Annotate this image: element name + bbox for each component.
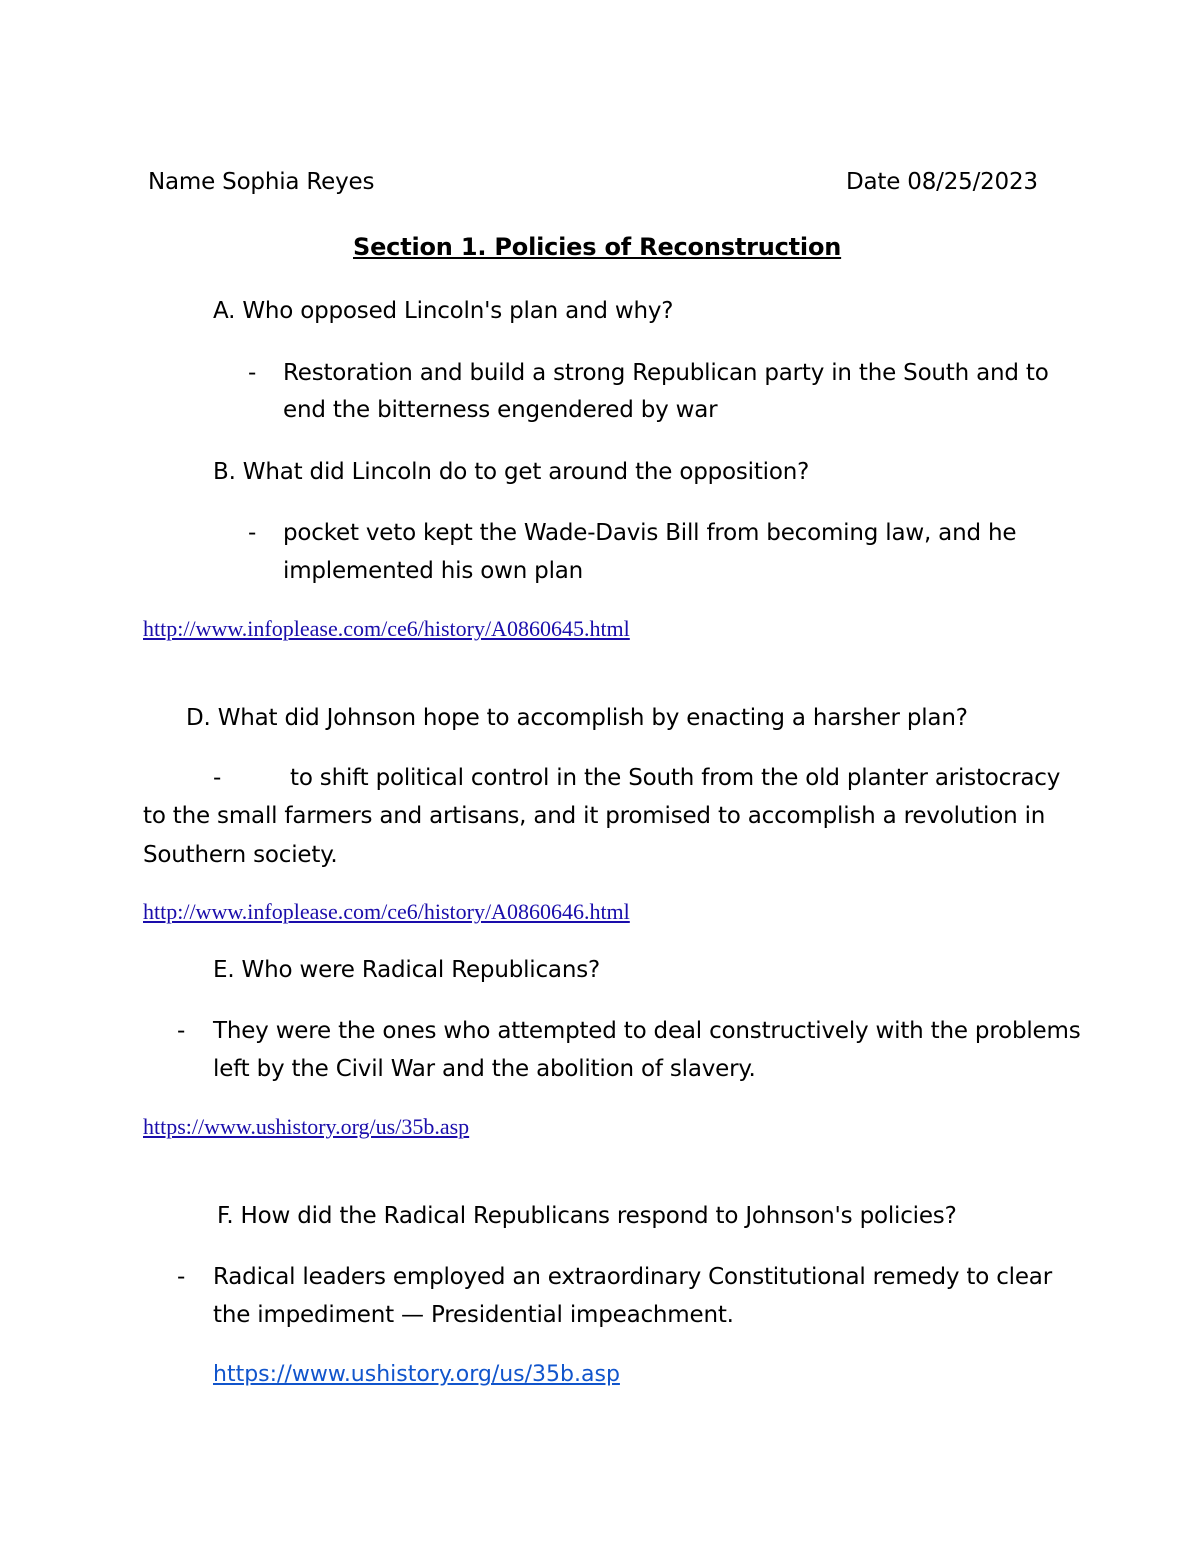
question-f: F. How did the Radical Republicans respond to Johnson's policies?: [217, 1203, 957, 1229]
name-field: Name Sophia Reyes: [148, 169, 375, 195]
section-title: Section 1. Policies of Reconstruction: [353, 233, 842, 261]
answer-d-line2: to the small farmers and artisans, and it promised to accomplish a revolution in: [143, 803, 1046, 829]
source-link-4[interactable]: https://www.ushistory.org/us/35b.asp: [213, 1362, 620, 1387]
bullet-dash: -: [177, 1264, 186, 1290]
answer-d-line1: to shift political control in the South from the old planter aristocracy: [290, 765, 1061, 791]
answer-e-line2: left by the Civil War and the abolition of slavery.: [213, 1056, 756, 1082]
source-link-1[interactable]: http://www.infoplease.com/ce6/history/A0860645.html: [143, 616, 630, 641]
bullet-dash: -: [248, 360, 257, 386]
answer-b-line1: pocket veto kept the Wade-Davis Bill from becoming law, and he: [283, 520, 1017, 546]
answer-d-line3: Southern society.: [143, 842, 338, 868]
answer-f-line1: Radical leaders employed an extraordinary Constitutional remedy to clear: [213, 1264, 1052, 1290]
bullet-dash: -: [177, 1018, 186, 1044]
answer-b-line2: implemented his own plan: [283, 558, 584, 584]
question-a: A. Who opposed Lincoln's plan and why?: [213, 298, 674, 324]
answer-a-line1: Restoration and build a strong Republican party in the South and to: [283, 360, 1049, 386]
answer-f-line2: the impediment — Presidential impeachment.: [213, 1302, 734, 1328]
question-e: E. Who were Radical Republicans?: [213, 957, 600, 983]
answer-a-line2: end the bitterness engendered by war: [283, 397, 718, 423]
question-d: D. What did Johnson hope to accomplish by enacting a harsher plan?: [186, 705, 968, 731]
answer-e-line1: They were the ones who attempted to deal constructively with the problems: [213, 1018, 1081, 1044]
source-link-3[interactable]: https://www.ushistory.org/us/35b.asp: [143, 1114, 470, 1139]
source-link-2[interactable]: http://www.infoplease.com/ce6/history/A0860646.html: [143, 899, 630, 924]
date-field: Date 08/25/2023: [846, 169, 1038, 195]
question-b: B. What did Lincoln do to get around the opposition?: [213, 459, 810, 485]
bullet-dash: -: [248, 520, 257, 546]
bullet-dash: -: [213, 765, 222, 791]
